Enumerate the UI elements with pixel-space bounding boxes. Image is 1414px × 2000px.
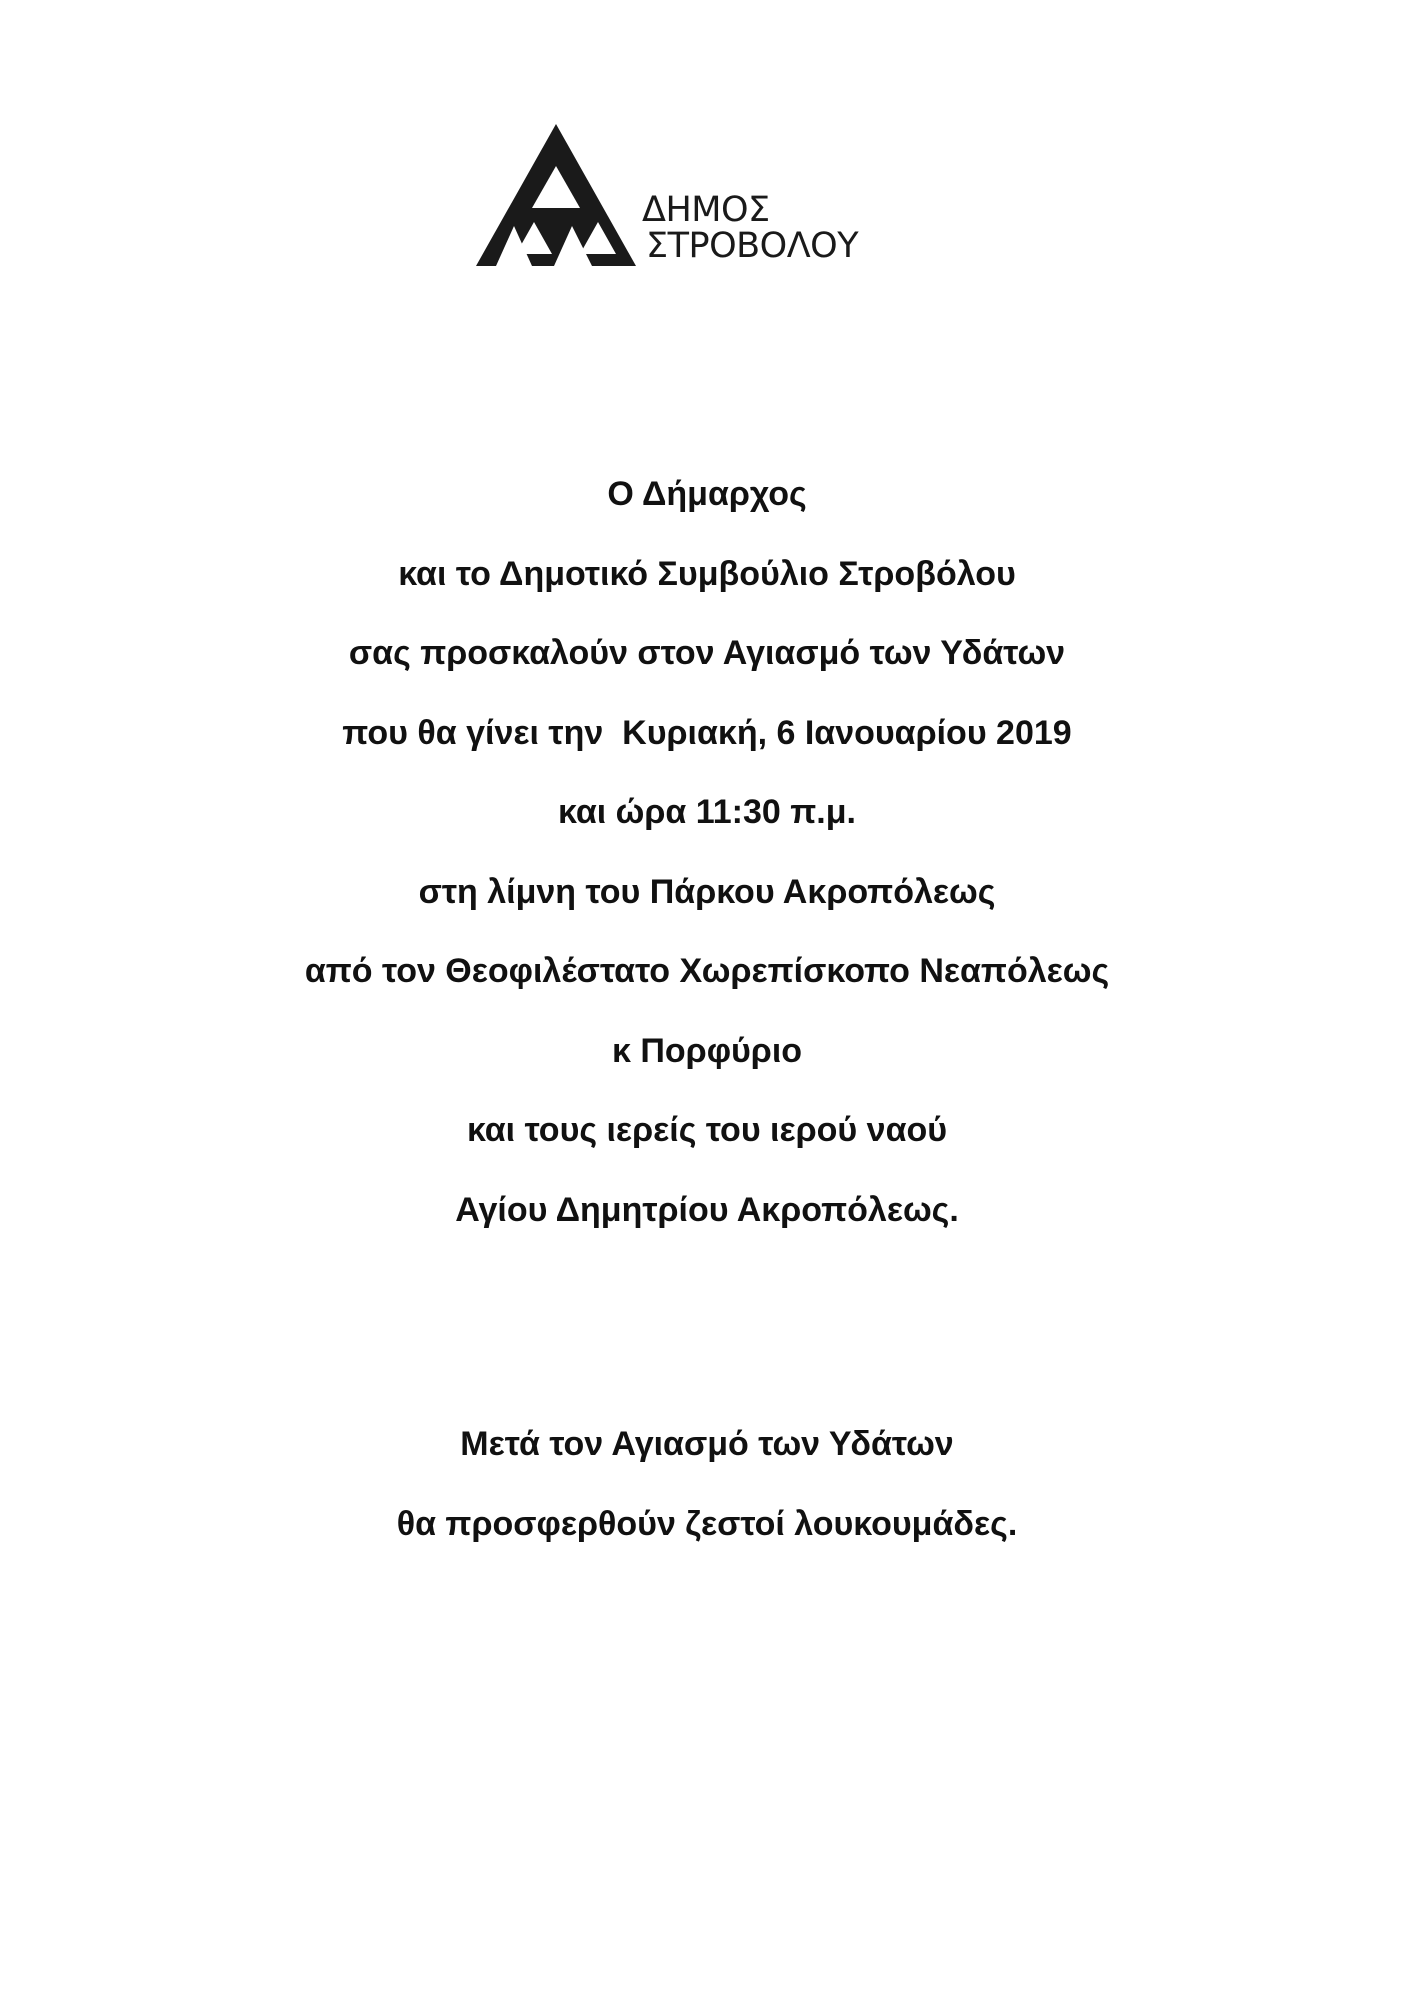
- invitation-line: από τον Θεοφιλέστατο Χωρεπίσκοπο Νεαπόλεως: [304, 952, 1110, 990]
- invitation-line: και το Δημοτικό Συμβούλιο Στροβόλου: [398, 554, 1016, 593]
- invitation-line: Ο Δήμαρχος: [607, 475, 807, 513]
- logo-line-1: ΔΗΜΟΣ: [642, 190, 770, 230]
- invitation-line: και ώρα 11:30 π.μ.: [558, 793, 856, 831]
- municipality-logo: [474, 122, 874, 272]
- closing-line: θα προσφερθούν ζεστοί λουκουμάδες.: [396, 1504, 1018, 1543]
- invitation-line: κ Πορφύριο: [611, 1031, 803, 1070]
- invitation-line: και τους ιερείς του ιερού ναού: [466, 1111, 948, 1149]
- invitation-text: [0, 455, 1414, 1250]
- closing-line: Μετά τον Αγιασμό των Υδάτων: [460, 1425, 954, 1463]
- invitation-line: Αγίου Δημητρίου Ακροπόλεως.: [455, 1190, 959, 1229]
- invitation-line: στη λίμνη του Πάρκου Ακροπόλεως: [418, 872, 996, 911]
- logo-wordmark: [642, 192, 858, 264]
- invitation-line: που θα γίνει την Κυριακή, 6 Ιανουαρίου 2019: [342, 713, 1072, 752]
- triangle-logo-icon: [474, 122, 638, 268]
- logo-line-2: ΣΤΡΟΒΟΛΟΥ: [646, 226, 859, 266]
- closing-text: [0, 1405, 1414, 1564]
- invitation-line: σας προσκαλούν στον Αγιασμό των Υδάτων: [348, 634, 1066, 672]
